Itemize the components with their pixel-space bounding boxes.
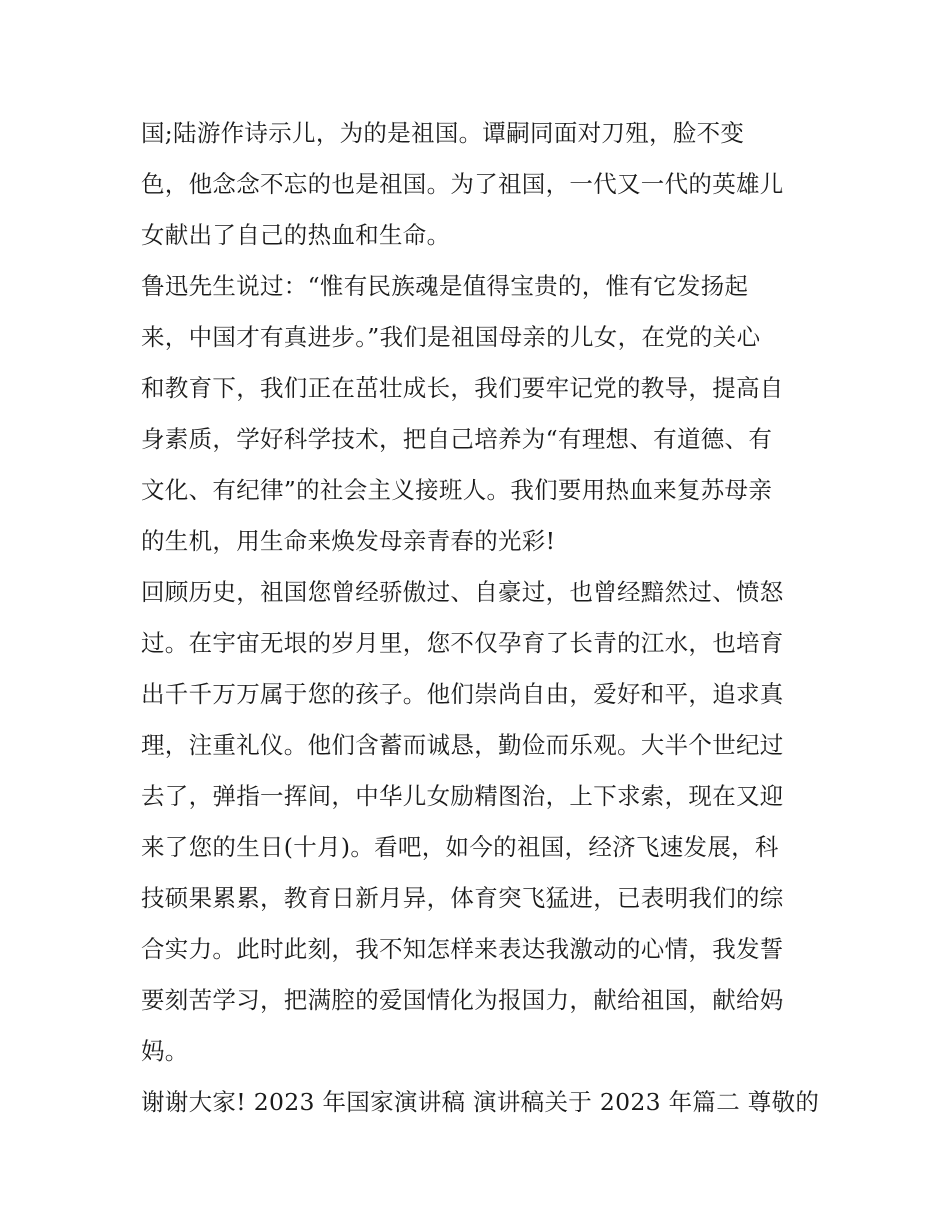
text-line-1: 国;陆游作诗示儿，为的是祖国。谭嗣同面对刀殂，脸不变 [141,119,745,147]
text-line-18: 要刻苦学习，把满腔的爱国情化为报国力，献给祖国，献给妈 [141,986,784,1014]
text-line-14: 去了，弹指一挥间，中华儿女励精图治，上下求索，现在又迎 [141,782,784,810]
text-line-5: 来，中国才有真进步。”我们是祖国母亲的儿女，在党的关心 [141,323,761,351]
text-line-17: 合实力。此时此刻，我不知怎样来表达我激动的心情，我发誓 [141,935,784,963]
text-line-13: 理，注重礼仪。他们含蓄而诚恳，勤俭而乐观。大半个世纪过 [141,731,784,759]
text-line-19: 妈。 [141,1037,189,1065]
text-line-8: 文化、有纪律”的社会主义接班人。我们要用热血来复苏母亲 [141,476,773,504]
text-line-10: 回顾历史，祖国您曾经骄傲过、自豪过，也曾经黯然过、愤怒 [141,578,784,606]
text-line-11: 过。在宇宙无垠的岁月里，您不仅孕育了长青的江水，也培育 [141,629,784,657]
text-line-7: 身素质，学好科学技术，把自己培养为“有理想、有道德、有 [141,425,773,453]
text-line-15: 来了您的生日(十月)。看吧，如今的祖国，经济飞速发展，科 [141,833,779,861]
text-line-20: 谢谢大家! 2023 年国家演讲稿 演讲稿关于 2023 年篇二 尊敬的 [141,1088,820,1116]
text-line-2: 色，他念念不忘的也是祖国。为了祖国，一代又一代的英雄儿 [141,170,784,198]
text-line-3: 女献出了自己的热血和生命。 [141,221,451,249]
text-line-6: 和教育下，我们正在茁壮成长，我们要牢记党的教导，提高自 [141,374,784,402]
text-line-16: 技硕果累累，教育日新月异，体育突飞猛进，已表明我们的综 [141,884,784,912]
text-line-9: 的生机，用生命来焕发母亲青春的光彩! [141,527,556,555]
body-text [141,108,821,1128]
text-line-4: 鲁迅先生说过：“惟有民族魂是值得宝贵的，惟有它发扬起 [141,272,749,300]
text-line-12: 出千千万万属于您的孩子。他们崇尚自由，爱好和平，追求真 [141,680,784,708]
